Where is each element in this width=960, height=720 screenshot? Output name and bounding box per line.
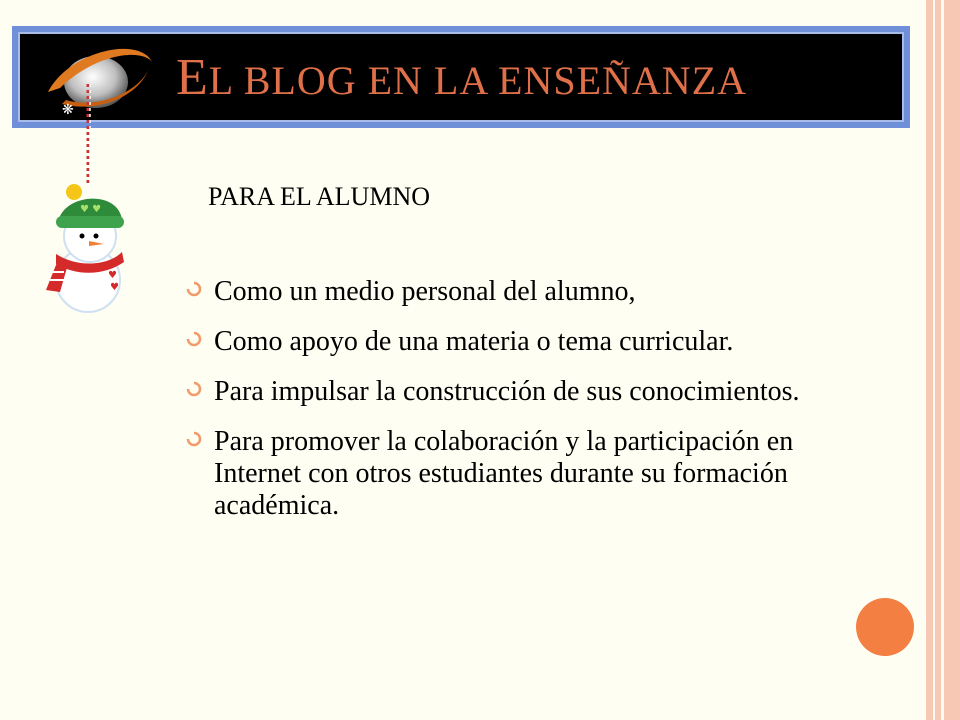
bullet-list xyxy=(186,276,826,540)
accent-circle xyxy=(856,598,914,656)
title-bar xyxy=(12,26,910,128)
ring-bullet-icon xyxy=(186,381,202,397)
list-item xyxy=(186,376,826,408)
list-item xyxy=(186,276,826,308)
list-item xyxy=(186,326,826,358)
ring-bullet-icon xyxy=(186,281,202,297)
bullet-text: Para impulsar la construcción de sus conocimientos. xyxy=(214,376,800,407)
ring-bullet-icon xyxy=(186,331,202,347)
snowman-ornament-icon xyxy=(38,84,138,314)
bullet-text: Como apoyo de una materia o tema curricular. xyxy=(214,326,734,357)
bullet-text: Como un medio personal del alumno, xyxy=(214,276,636,307)
slide-title: EL BLOG EN LA ENSEÑANZA xyxy=(176,49,748,106)
bullet-text: Para promover la colaboración y la participación en Internet con otros estudiantes durante su formación académica. xyxy=(214,426,794,521)
svg-text:♥: ♥ xyxy=(110,282,119,293)
svg-text:♥ ♥: ♥ ♥ xyxy=(80,204,102,215)
svg-text:♥: ♥ xyxy=(108,270,117,281)
ring-bullet-icon xyxy=(186,431,202,447)
right-decorative-stripes xyxy=(926,0,960,720)
list-item xyxy=(186,426,826,522)
section-subtitle: PARA EL ALUMNO xyxy=(208,182,431,211)
svg-text:❋: ❋ xyxy=(62,102,74,118)
